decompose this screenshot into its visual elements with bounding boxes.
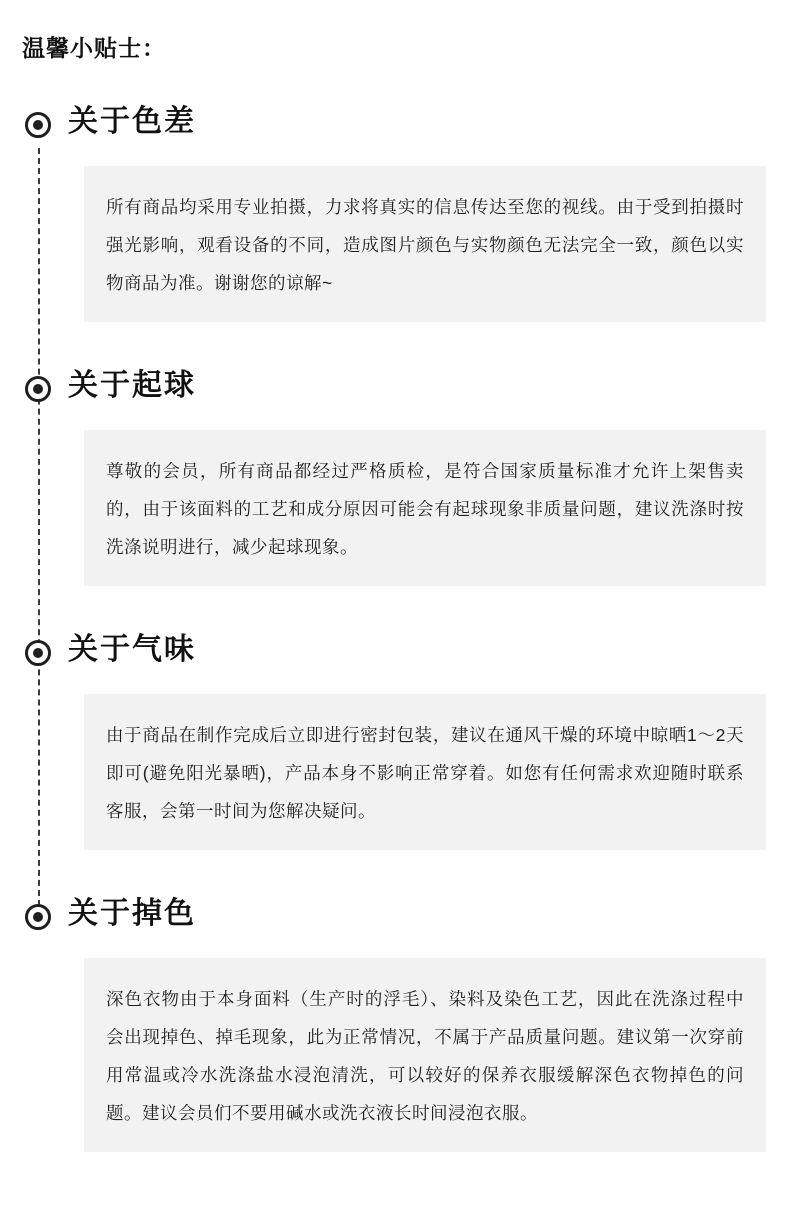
target-dot-icon: [25, 376, 51, 402]
tips-section: [0, 362, 790, 586]
page-title: 温馨小贴士：: [22, 35, 166, 61]
section-heading: 关于起球: [68, 369, 196, 402]
section-heading: 关于掉色: [68, 897, 196, 930]
target-dot-icon: [25, 904, 51, 930]
section-body-text: 由于商品在制作完成后立即进行密封包装，建议在通风干燥的环境中晾晒1～2天即可(避免阳光暴晒)，产品本身不影响正常穿着。如您有任何需求欢迎随时联系客服，会第一时间为您解决疑问。: [84, 694, 766, 850]
section-heading: 关于色差: [68, 105, 196, 138]
target-dot-icon: [25, 640, 51, 666]
section-body-text: 尊敬的会员，所有商品都经过严格质检，是符合国家质量标准才允许上架售卖的，由于该面料的工艺和成分原因可能会有起球现象非质量问题，建议洗涤时按洗涤说明进行，减少起球现象。: [84, 430, 766, 586]
target-dot-icon: [25, 112, 51, 138]
section-header: [0, 890, 790, 946]
tips-section: [0, 626, 790, 850]
section-gap: [0, 328, 790, 362]
section-gap: [0, 592, 790, 626]
section-header: [0, 626, 790, 682]
tips-section-list: [0, 98, 790, 1158]
section-header: [0, 362, 790, 418]
section-body-text: 深色衣物由于本身面料（生产时的浮毛）、染料及染色工艺，因此在洗涤过程中会出现掉色、掉毛现象，此为正常情况，不属于产品质量问题。建议第一次穿前用常温或冷水洗涤盐水浸泡清洗，可以较好的保养衣服缓解深色衣物掉色的问题。建议会员们不要用碱水或洗衣液长时间浸泡衣服。: [84, 958, 766, 1152]
tips-section: [0, 890, 790, 1152]
section-gap: [0, 856, 790, 890]
tips-section: [0, 98, 790, 322]
section-body-text: 所有商品均采用专业拍摄，力求将真实的信息传达至您的视线。由于受到拍摄时强光影响，观看设备的不同，造成图片颜色与实物颜色无法完全一致，颜色以实物商品为准。谢谢您的谅解~: [84, 166, 766, 322]
section-heading: 关于气味: [68, 633, 196, 666]
section-header: [0, 98, 790, 154]
